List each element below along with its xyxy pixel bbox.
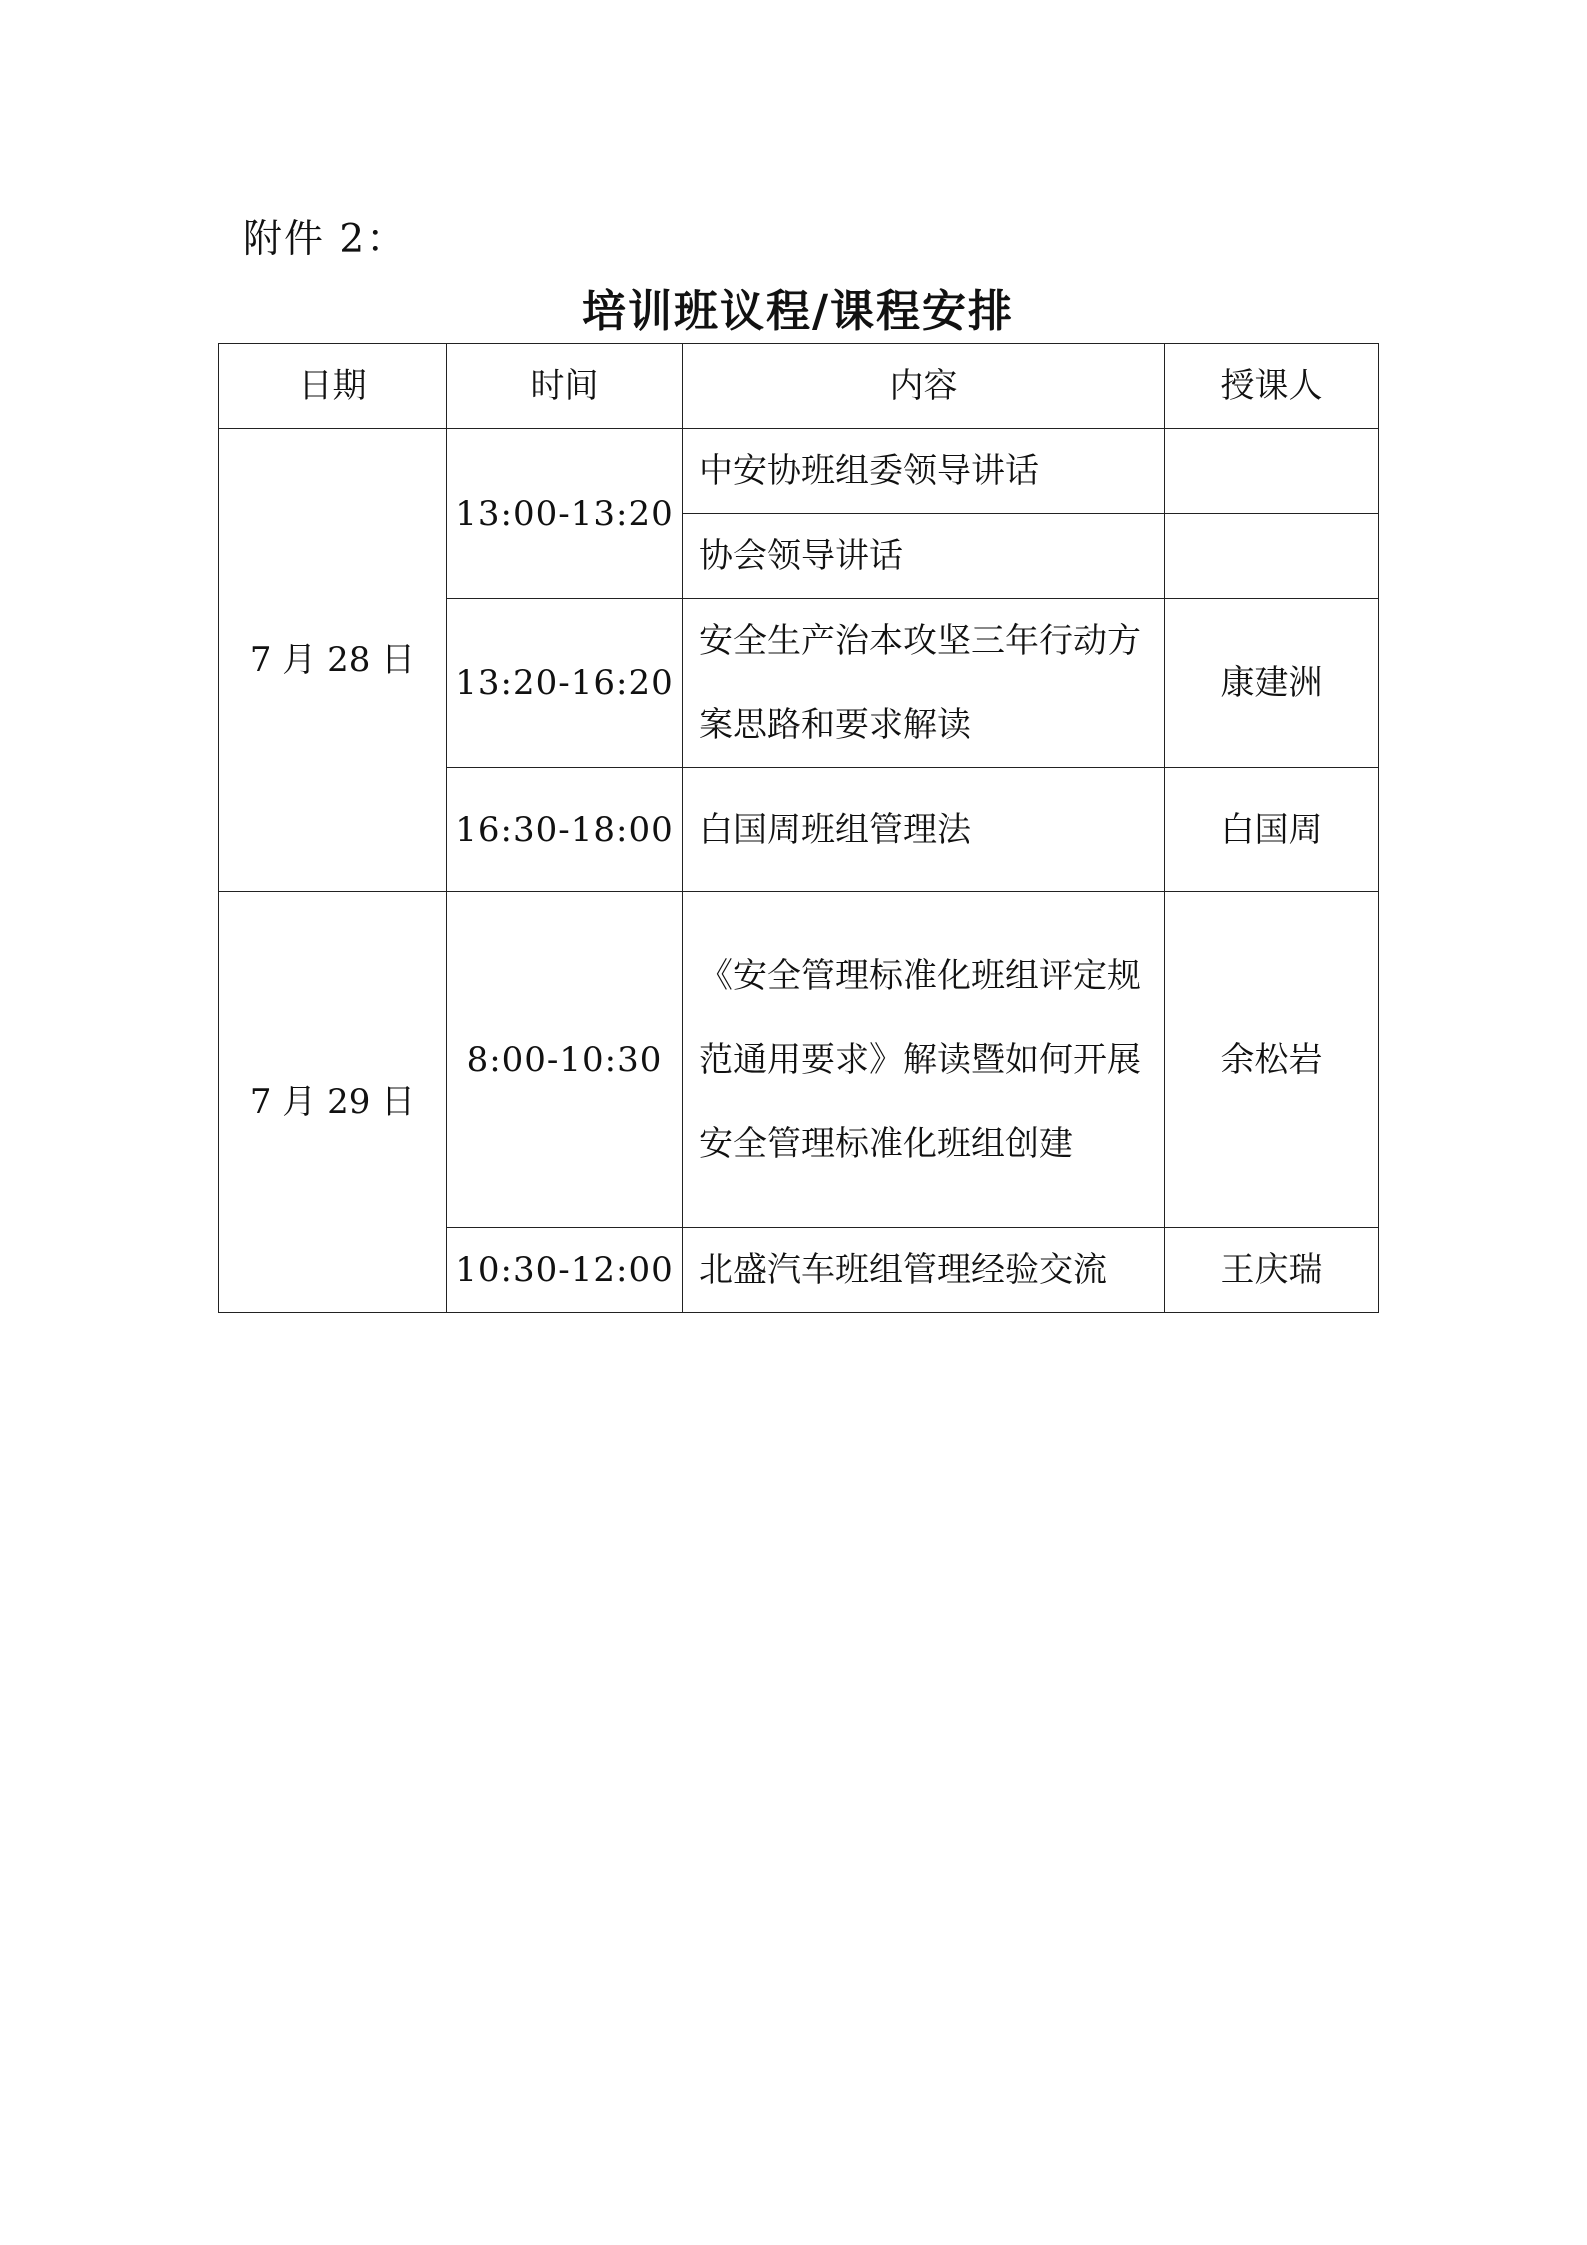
content-cell: 安全生产治本攻坚三年行动方案思路和要求解读 xyxy=(683,599,1165,768)
time-cell: 8:00-10:30 xyxy=(447,892,683,1228)
header-date: 日期 xyxy=(219,344,447,429)
content-cell: 白国周班组管理法 xyxy=(683,768,1165,892)
attachment-label: 附件 2： xyxy=(243,217,408,262)
date-cell: 7 月 28 日 xyxy=(219,429,447,892)
header-time: 时间 xyxy=(447,344,683,429)
time-cell: 16:30-18:00 xyxy=(447,768,683,892)
teacher-cell: 王庆瑞 xyxy=(1165,1228,1379,1313)
time-cell: 10:30-12:00 xyxy=(447,1228,683,1313)
header-row xyxy=(219,344,1379,429)
content-cell: 协会领导讲话 xyxy=(683,514,1165,599)
content-cell: 《安全管理标准化班组评定规范通用要求》解读暨如何开展安全管理标准化班组创建 xyxy=(683,892,1165,1228)
content-cell: 中安协班组委领导讲话 xyxy=(683,429,1165,514)
time-cell: 13:00-13:20 xyxy=(447,429,683,599)
time-cell: 13:20-16:20 xyxy=(447,599,683,768)
table-row xyxy=(219,892,1379,1228)
header-content: 内容 xyxy=(683,344,1165,429)
teacher-cell xyxy=(1165,429,1379,514)
date-cell: 7 月 29 日 xyxy=(219,892,447,1313)
header-teacher: 授课人 xyxy=(1165,344,1379,429)
teacher-cell: 白国周 xyxy=(1165,768,1379,892)
schedule-table xyxy=(218,343,1379,1313)
teacher-cell: 余松岩 xyxy=(1165,892,1379,1228)
teacher-cell: 康建洲 xyxy=(1165,599,1379,768)
teacher-cell xyxy=(1165,514,1379,599)
table-row xyxy=(219,429,1379,514)
content-cell: 北盛汽车班组管理经验交流 xyxy=(683,1228,1165,1313)
document-title: 培训班议程/课程安排 xyxy=(581,286,1015,337)
